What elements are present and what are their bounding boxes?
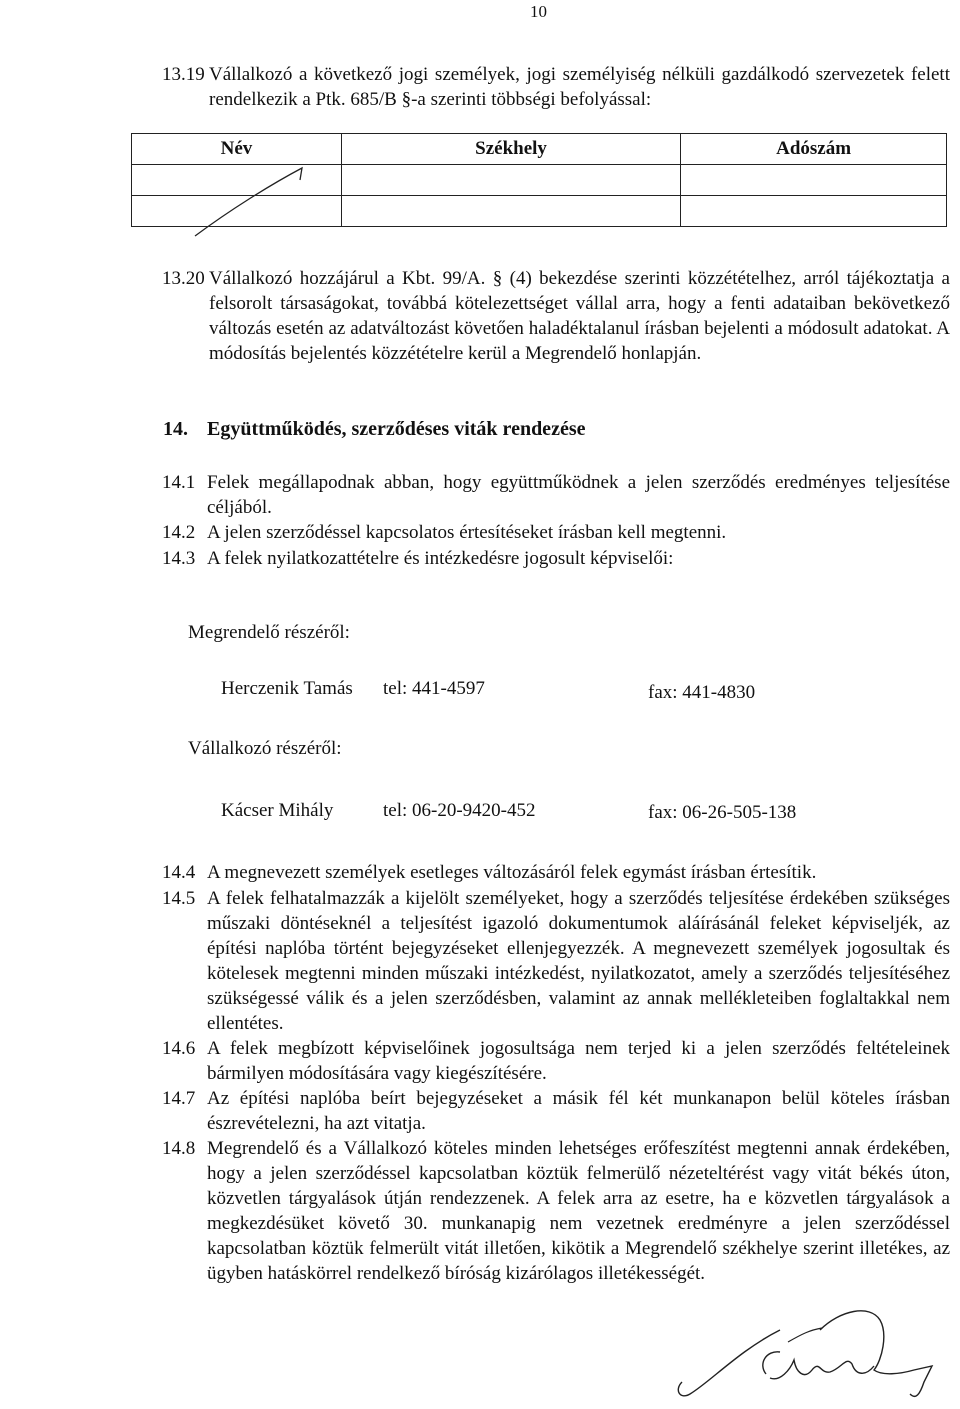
table-header-seat: Székhely	[341, 134, 680, 165]
table-header-name: Név	[132, 134, 342, 165]
clause-14-6	[162, 1036, 950, 1086]
clause-text: A felek felhatalmazzák a kijelölt személyeket, hogy a szerződés teljesítése érdekében szükséges műszaki döntéseknél a teljesítést igazoló dokumentumok aláírásánál feleket képviseljék, az építési naplóba történt bejegyzéseket ellenjegyezzék. A megnevezett személyek jogosultak és kötelesek megtenni minden műszaki intézkedést, nyilatkozatot, amely a szerződés teljesítéséhez szükségessé válik és a jelen szerződésben, valamint az annak mellékleteiben foglaltakkal nem ellentétes.	[207, 888, 950, 1034]
contractor-rep-tel: tel: 06-20-9420-452	[383, 800, 536, 821]
clause-number: 14.5	[162, 888, 196, 909]
clause-14-7	[162, 1086, 950, 1136]
clause-text: A jelen szerződéssel kapcsolatos értesítéseket írásban kell megtenni.	[207, 522, 727, 543]
clause-text: A megnevezett személyek esetleges változásáról felek egymást írásban értesítik.	[207, 862, 817, 883]
section-heading	[163, 418, 585, 441]
section-title: Együttműködés, szerződéses viták rendezése	[207, 418, 586, 440]
clause-text: Felek megállapodnak abban, hogy együttműködnek a jelen szerződés eredményes teljesítése céljából.	[207, 472, 950, 518]
clause-13-19	[162, 62, 950, 112]
clause-14-8	[162, 1136, 950, 1286]
table-header-tax-number: Adószám	[681, 134, 947, 165]
clause-14-5	[162, 886, 950, 1036]
clause-number: 14.8	[162, 1138, 196, 1159]
contractor-rep-name: Kácser Mihály	[221, 800, 334, 821]
clause-text: A felek nyilatkozattételre és intézkedésre jogosult képviselői:	[207, 548, 674, 569]
clause-14-4	[162, 860, 950, 885]
page-number: 10	[530, 2, 547, 21]
client-rep-name: Herczenik Tamás	[221, 678, 353, 699]
client-rep-fax: fax: 441-4830	[648, 682, 756, 703]
clause-number: 14.3	[162, 548, 196, 569]
clause-number: 13.20	[162, 268, 205, 289]
clause-number: 14.7	[162, 1088, 196, 1109]
clause-text: Vállalkozó hozzájárul a Kbt. 99/A. § (4) bekezdése szerinti közzétételhez, arról tájékoztatja a felsorolt társaságokat, továbbá kötelezettséget vállal arra, hogy a fenti adataiban bekövetkező változás esetén az adatváltozást követően haladéktalanul írásban bejelenti a módosult adatokat. A módosítás bejelentés közzétételre kerül a Megrendelő honlapján.	[209, 268, 950, 364]
clause-number: 14.6	[162, 1038, 196, 1059]
clause-text: Megrendelő és a Vállalkozó köteles minden lehetséges erőfeszítést megtenni annak érdekében, hogy a jelen szerződéssel kapcsolatban köztük felmerülő nézeteltérést vagy vitát békés úton, közvetlen tárgyalások útján rendezzenek. A felek arra az esetre, ha e közvetlen tárgyalások a megkezdésüket követő 30. munkanapig nem vezetnek eredményre a jelen szerződéssel kapcsolatban köztük felmerült vitát illetően, kikötik a Megrendelő székhelye szerint illetékes, az ügyben hatáskörrel rendelkező bíróság kizárólagos illetékességét.	[207, 1138, 950, 1284]
section-number: 14.	[163, 418, 188, 440]
handwritten-signature	[670, 1290, 950, 1402]
contractor-rep-label: Vállalkozó részéről:	[188, 738, 342, 759]
strike-through-line	[190, 160, 320, 240]
clause-number: 14.4	[162, 862, 196, 883]
clause-13-20	[162, 266, 950, 366]
client-rep-tel: tel: 441-4597	[383, 678, 485, 699]
clause-number: 14.1	[162, 472, 196, 493]
clause-text: Az építési naplóba beírt bejegyzéseket a másik fél két munkanapon belül köteles írásban észrevételezni, ha azt vitatja.	[207, 1088, 950, 1134]
clause-14-3	[162, 546, 950, 571]
clause-number: 14.2	[162, 522, 196, 543]
clause-14-1	[162, 470, 950, 520]
contractor-rep-fax: fax: 06-26-505-138	[648, 802, 797, 823]
clause-number: 13.19	[162, 64, 205, 85]
clause-text: A felek megbízott képviselőinek jogosultsága nem terjed ki a jelen szerződés feltételeinek bármilyen módosítására vagy kiegészítésére.	[207, 1038, 950, 1084]
clause-text: Vállalkozó a következő jogi személyek, jogi személyiség nélküli gazdálkodó szervezetek felett rendelkezik a Ptk. 685/B §-a szerinti többségi befolyással:	[209, 64, 950, 110]
clause-14-2	[162, 520, 950, 545]
client-rep-label: Megrendelő részéről:	[188, 622, 350, 643]
